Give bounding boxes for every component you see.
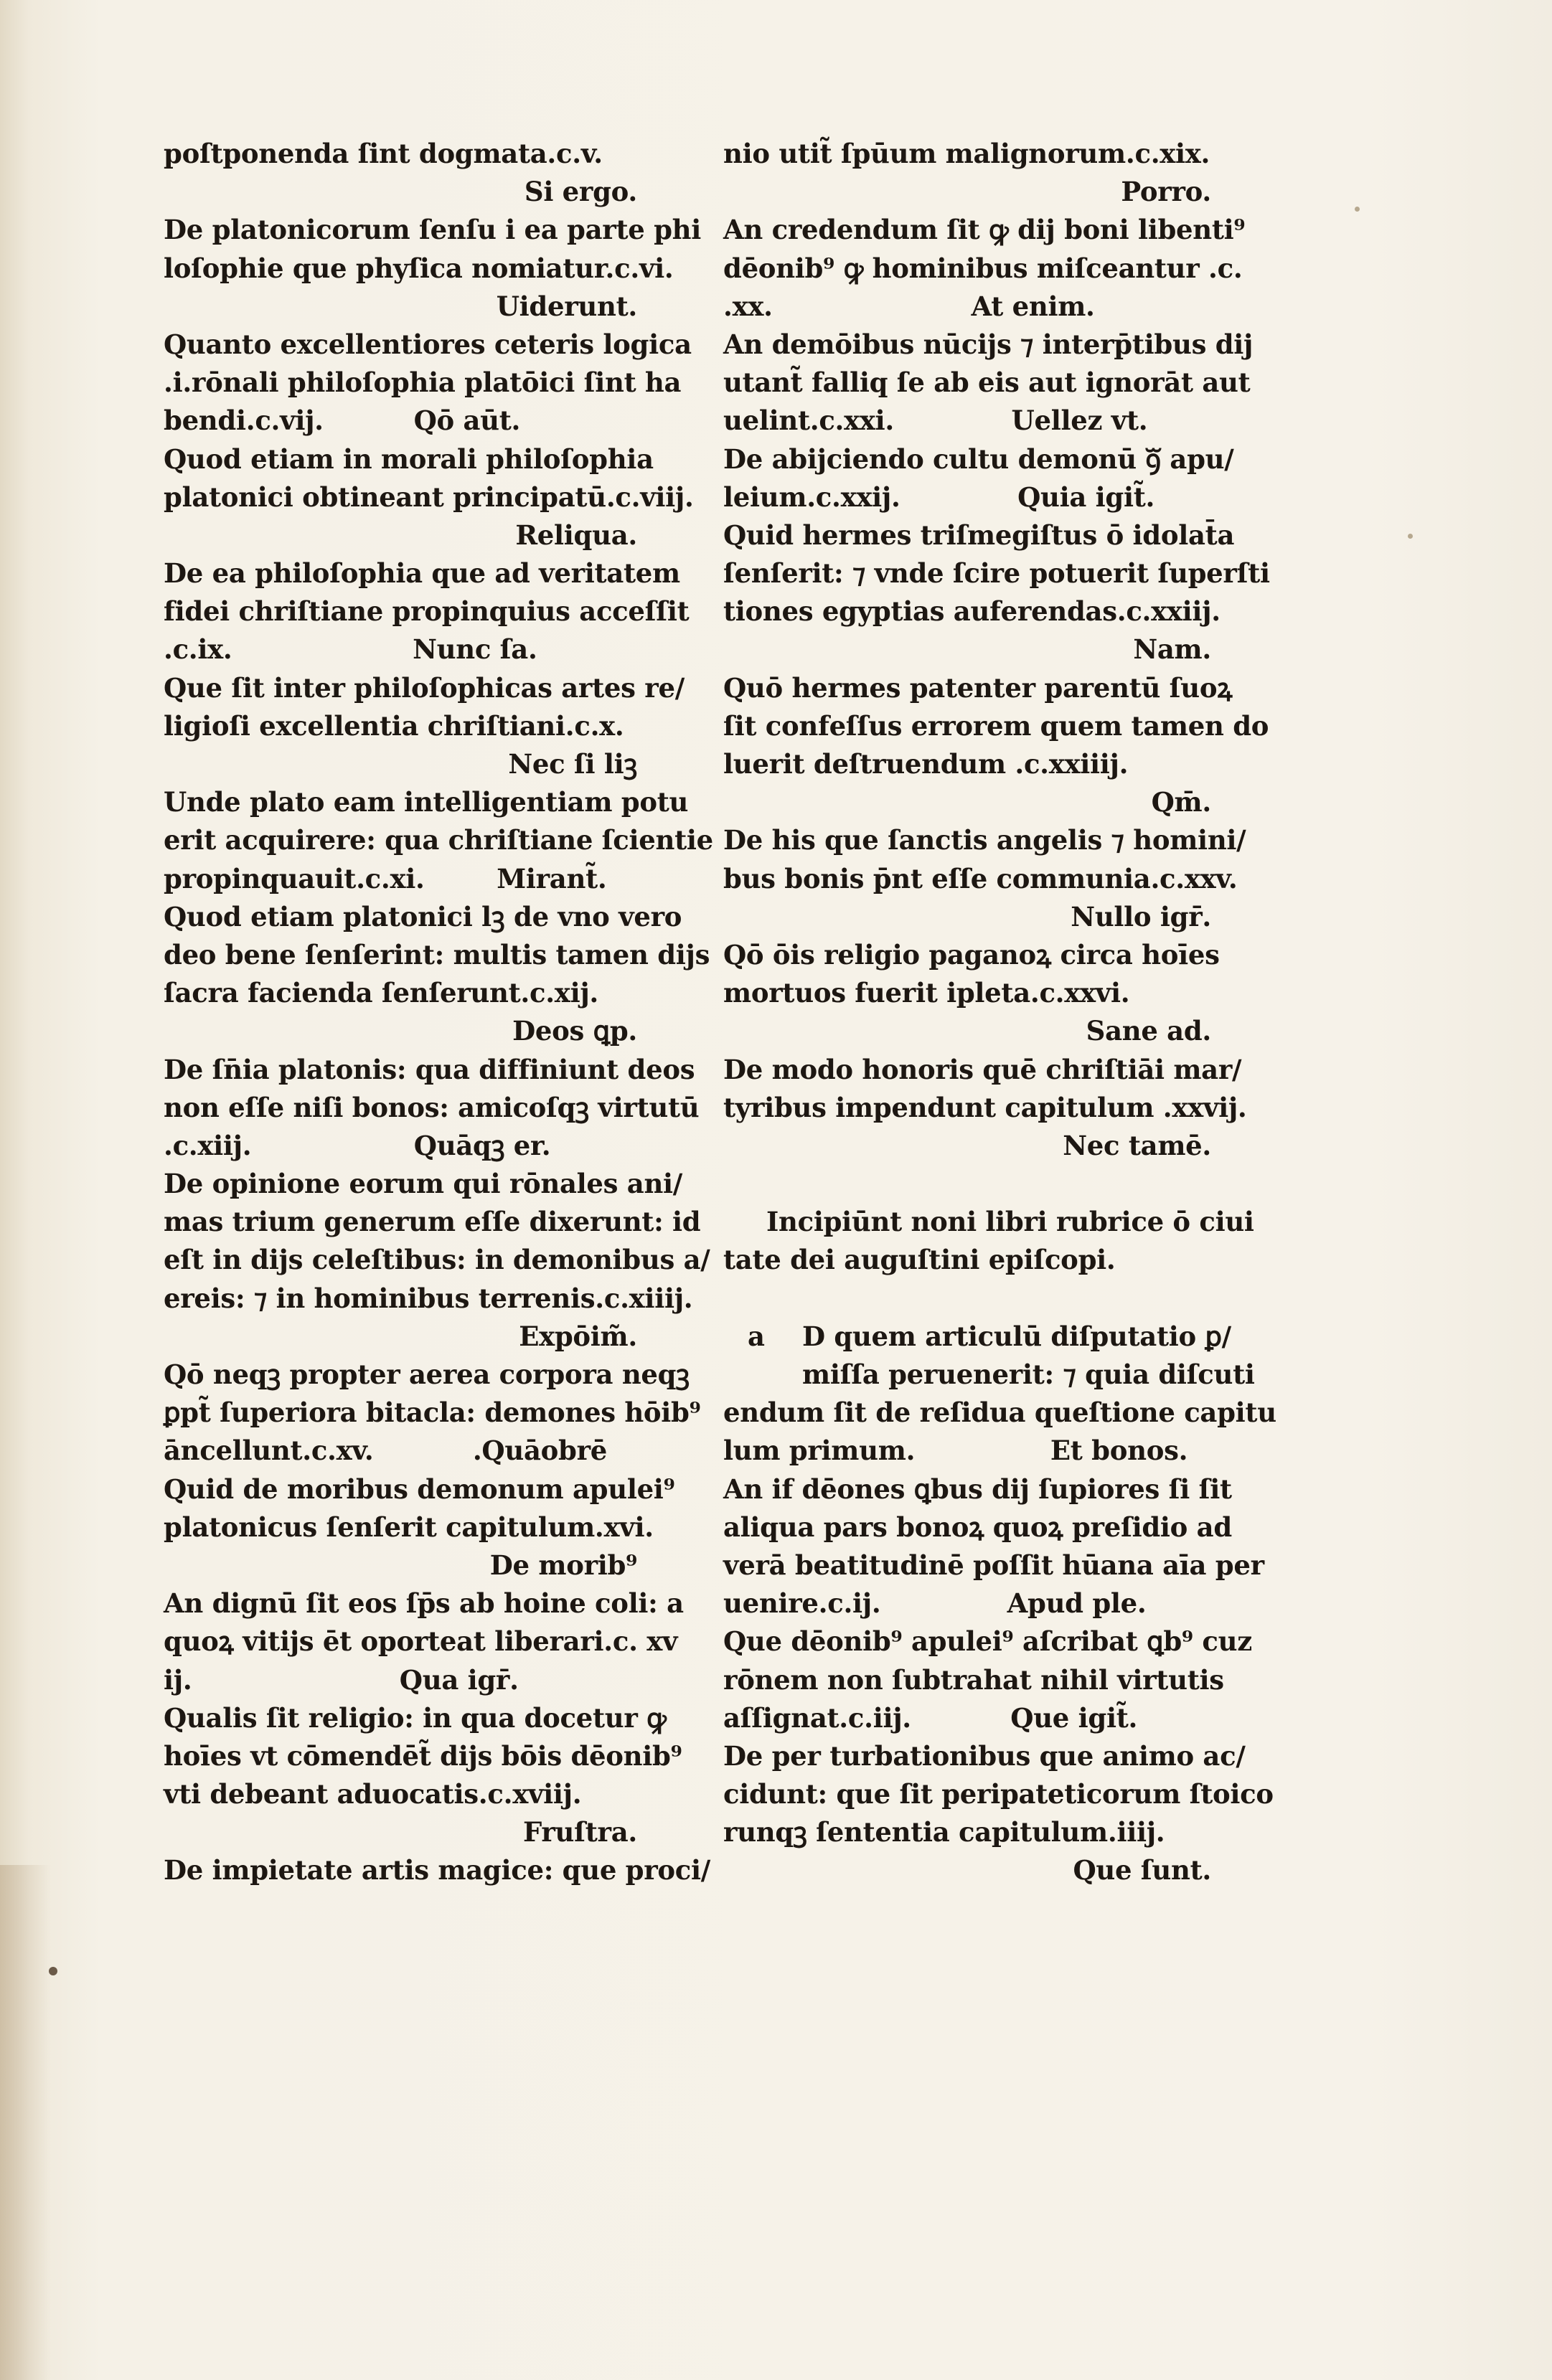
text-line: Quid hermes triſmegiſtus ō idolat̄a: [723, 519, 1235, 551]
left-column: [164, 135, 713, 1890]
text-line: ſit confeſſus errorem quem tamen do: [723, 709, 1269, 742]
text-line: Que dēonib⁹ apulei⁹ aſcribat ꝗb⁹ cuz: [723, 1625, 1252, 1658]
text-line: verā beatitudinē poſſit hūana aīa per: [723, 1549, 1264, 1581]
text-line: mas trium generum eſſe dixerunt: id: [164, 1206, 701, 1238]
text-line: De per turbationibus que animo ac/: [723, 1739, 1246, 1772]
text-line: cidunt: que ſit peripateticorum ſtoico: [723, 1778, 1274, 1810]
text-line: Quid de moribus demonum apulei⁹: [164, 1473, 675, 1505]
text-line: eſt in dijs celeſtibus: in demonibus a/: [164, 1244, 710, 1276]
text-line: poſtponenda ſint dogmata.c.v.: [164, 138, 603, 169]
text-line: fidei chriſtiane propinquius acceſſit: [164, 595, 690, 628]
text-line: Quod etiam in morali philoſophia: [164, 443, 654, 475]
text-line: tiones egyptias auferendas.c.xxiij.: [723, 595, 1221, 628]
text-line: ꝑpt̃ ſuperiora bitacla: demones hōib⁹: [164, 1397, 701, 1429]
text-line: uelint.c.xxi. Uellez vt.: [723, 405, 1148, 437]
text-line: nio utit̃ ſpūum malignorum.c.xix.: [723, 138, 1210, 169]
text-line: De ea philoſophia que ad veritatem: [164, 557, 680, 590]
ink-speck: [49, 1967, 57, 1975]
text-line: āncellunt.c.xv. .Quāobrē: [164, 1435, 608, 1467]
text-line: utant̃ falliq ſe ab eis aut ignorāt aut: [723, 367, 1251, 399]
text-line: platonici obtineant principatū.c.viij.: [164, 481, 694, 513]
text-line: deo bene ſenſerint: multis tamen dijs: [164, 938, 710, 971]
catchword: Porro.: [1121, 176, 1211, 208]
text-line: uenire.c.ij. Apud ple.: [723, 1587, 1147, 1620]
text-line: lum primum. Et bonos.: [723, 1435, 1188, 1467]
chapter-first-line-text: D quem articulū diſputatio ꝑ/: [802, 1320, 1231, 1352]
text-line: De opinione eorum qui rōnales ani/: [164, 1168, 683, 1200]
text-line: De his que ſanctis angelis ⁊ homini/: [723, 824, 1246, 856]
catchword: Nec ſi liꝫ: [508, 748, 637, 780]
text-line: De ſn̄ia platonis: qua diffiniunt deos: [164, 1053, 695, 1085]
text-line: Que ſit inter philoſophicas artes re/: [164, 671, 685, 704]
catchword: Que ſunt.: [1073, 1854, 1211, 1886]
text-line: dēonib⁹ ꝙ hominibus miſceantur .c.: [723, 252, 1243, 284]
catchword: Si ergo.: [524, 176, 637, 208]
text-line: bus bonis p̄nt eſſe communia.c.xxv.: [723, 862, 1238, 894]
text-line: aſſignat.c.iij. Que igit̃.: [723, 1701, 1138, 1734]
text-line: Quod etiam platonici lꝫ de vno vero: [164, 900, 682, 932]
text-line: ligioſi excellentia chriſtiani.c.x.: [164, 709, 624, 742]
text-line: De platonicorum ſenſu i ea parte phi: [164, 214, 702, 246]
catchword: Qm̄.: [1151, 786, 1211, 818]
text-line: propinquauit.c.xi. Mirant̃.: [164, 862, 607, 894]
catchword: Nam.: [1133, 633, 1211, 666]
ink-speck: [1355, 207, 1360, 212]
text-line: Qualis ſit religio: in qua docetur ꝙ: [164, 1701, 667, 1734]
guide-letter: a: [748, 1320, 765, 1352]
text-line: rōnem non ſubtrahat nihil virtutis: [723, 1663, 1224, 1696]
text-line: platonicus ſenſerit capitulum.xvi.: [164, 1511, 654, 1543]
text-line: bendi.c.vij. Qō aūt.: [164, 405, 521, 437]
catchword: Uiderunt.: [496, 290, 637, 322]
text-line: luerit deſtruendum .c.xxiiij.: [723, 748, 1129, 780]
text-line: vti debeant aduocatis.c.xviij.: [164, 1778, 582, 1810]
text-line: Quanto excellentiores ceteris logica: [164, 328, 692, 360]
text-line: .xx. At enim.: [723, 290, 1095, 322]
catchword: Reliqua.: [515, 519, 637, 551]
text-line: ſacra facienda ſenſerunt.c.xij.: [164, 977, 598, 1009]
text-line: De modo honoris quē chriſtiāi mar/: [723, 1053, 1242, 1085]
catchword: Sane ad.: [1086, 1015, 1211, 1047]
incipit-line: Incipiūnt noni libri rubrice ō ciui: [766, 1206, 1254, 1238]
text-line: An if dēones ꝗbus dij ſupiores ſi ſit: [723, 1473, 1232, 1505]
text-line: ij. Qua igr̄.: [164, 1663, 519, 1696]
text-line: erit acquirere: qua chriſtiane ſcientie: [164, 824, 713, 856]
text-line: hoīes vt cōmendēt̃ dijs bōis dēonib⁹: [164, 1739, 682, 1772]
text-line: De impietate artis magice: que proci/: [164, 1854, 710, 1886]
text-line: mortuos fuerit ipleta.c.xxvi.: [723, 977, 1130, 1009]
text-line: An demōibus nūcijs ⁊ interp̄tibus dij: [723, 328, 1254, 360]
catchword: Deos ꝗp.: [512, 1015, 637, 1047]
text-line: Quō hermes patenter parentū ſuoꝝ: [723, 671, 1233, 704]
catchword: Nec tamē.: [1063, 1129, 1211, 1161]
catchword: Fruſtra.: [523, 1816, 637, 1848]
catchword: Nullo igr̄.: [1071, 900, 1211, 932]
catchword: Expōim̃.: [519, 1320, 637, 1352]
ink-speck: [1408, 534, 1413, 539]
catchword: De morib⁹: [489, 1549, 637, 1581]
text-line: non eſſe niſi bonos: amicoſqꝫ virtutū: [164, 1091, 700, 1123]
text-line: Unde plato eam intelligentiam potu: [164, 786, 689, 818]
text-line: endum ſit de reſidua queſtione capitu: [723, 1397, 1276, 1429]
incipit-line: tate dei auguſtini epiſcopi.: [723, 1244, 1116, 1276]
text-line: ſenſerit: ⁊ vnde ſcire potuerit ſuperſti: [723, 557, 1270, 590]
text-line: An dignū ſit eos ſp̄s ab hoine coli: a: [164, 1587, 684, 1620]
text-line: tyribus impendunt capitulum .xxvij.: [723, 1091, 1247, 1123]
text-line: runqꝫ ſententia capitulum.iiij.: [723, 1816, 1165, 1848]
chapter-first-line: [723, 1318, 1231, 1356]
text-line: ereis: ⁊ in hominibus terrenis.c.xiiij.: [164, 1282, 693, 1314]
text-line: miſſa peruenerit: ⁊ quia diſcuti: [802, 1359, 1255, 1390]
text-line: .c.xiij. Quāqꝫ er.: [164, 1129, 551, 1161]
text-line: De abijciendo cultu demonū ꝯᷓ apu/: [723, 443, 1234, 475]
text-line: .c.ix. Nunc ſa.: [164, 633, 537, 666]
text-line: Qō neqꝫ propter aerea corpora neqꝫ: [164, 1359, 690, 1390]
text-line: quoꝝ vitijs ēt oporteat liberari.c. xv: [164, 1625, 678, 1658]
text-line: Qō ōis religio paganoꝝ circa hoīes: [723, 938, 1220, 971]
text-line: .i.rōnali philoſophia platōici ſint ha: [164, 367, 682, 399]
text-line: leium.c.xxij. Quia igit̃.: [723, 481, 1155, 513]
gutter-stain: [0, 1865, 50, 2380]
right-column: [723, 135, 1276, 1890]
text-line: loſophie que phyſica nomiatur.c.vi.: [164, 252, 674, 284]
text-line: aliqua pars bonoꝝ quoꝝ preſidio ad: [723, 1511, 1232, 1543]
text-line: An credendum ſit ꝙ dij boni libenti⁹: [723, 214, 1246, 246]
